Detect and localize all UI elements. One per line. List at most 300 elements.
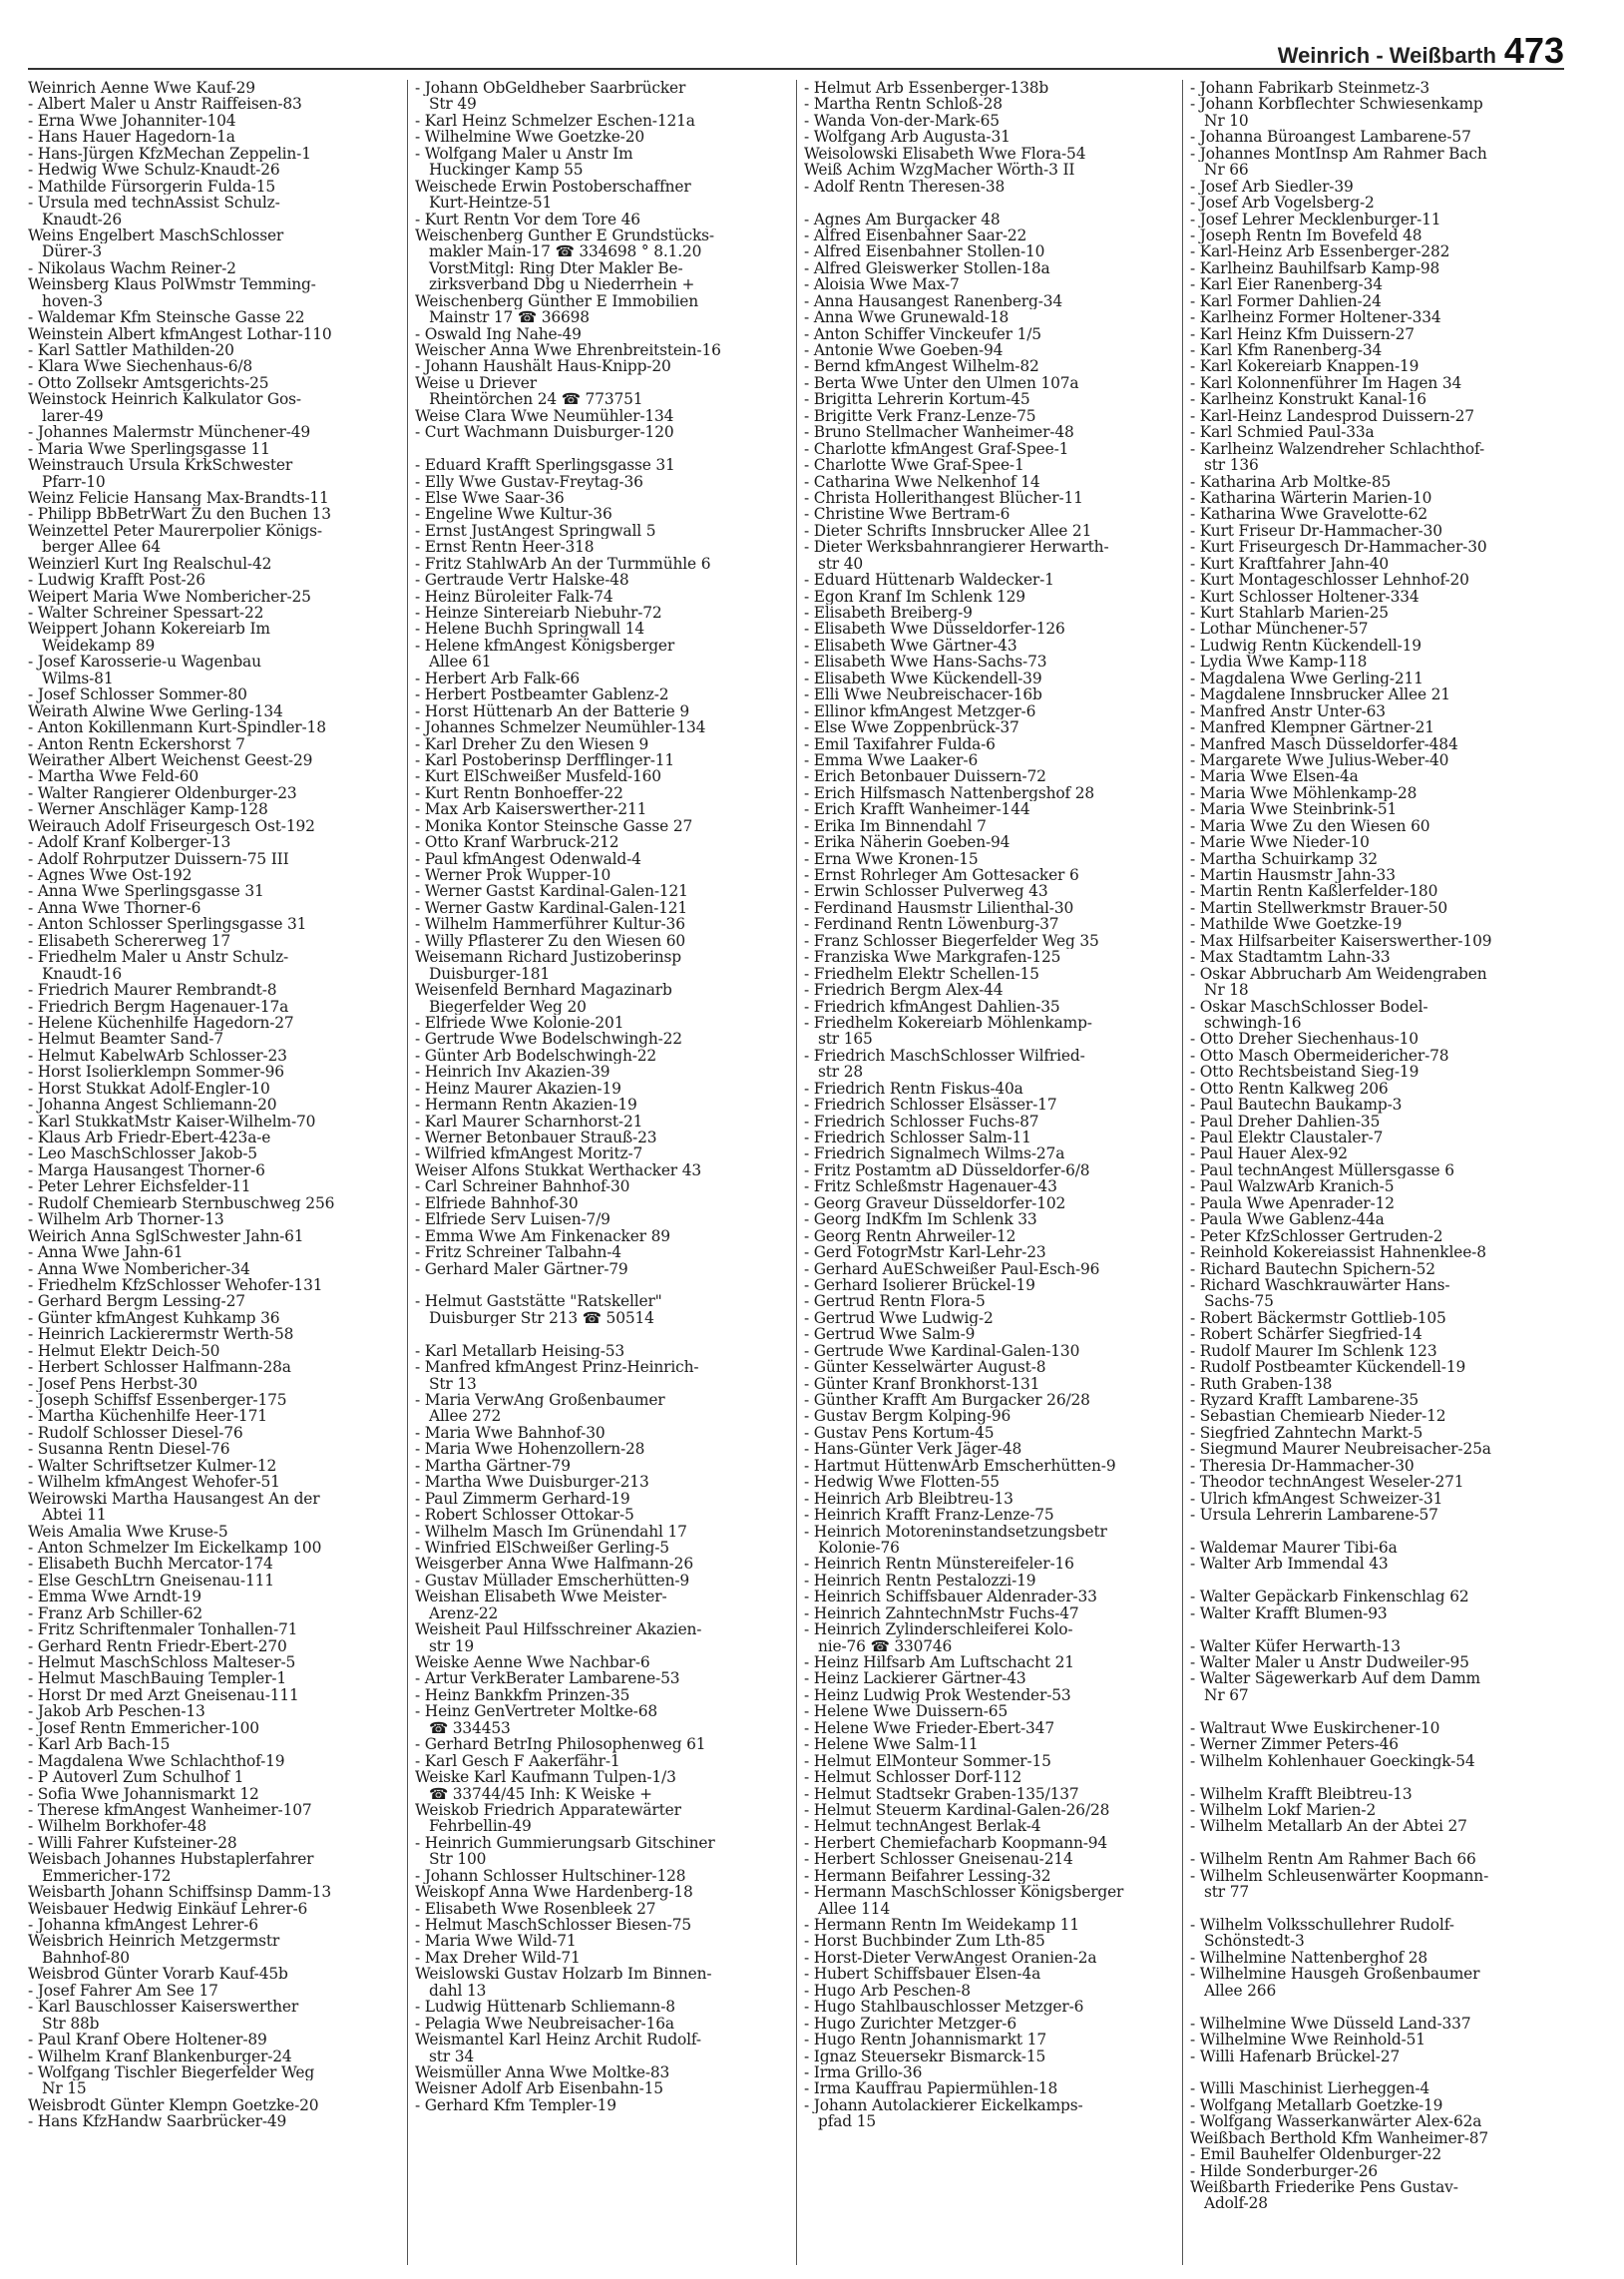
directory-entry-line: - Martha Rentn Schloß-28 <box>804 96 1003 113</box>
directory-entry-line: ☎ 33744/45 Inh: K Weiske + <box>429 1785 652 1802</box>
directory-entry-line: - Ludwig Rentn Kückendell-19 <box>1190 637 1421 655</box>
directory-entry-line: - Anton Schmelzer Im Eickelkamp 100 <box>28 1539 322 1557</box>
directory-entry-line: - Herbert Schlosser Halfmann-28a <box>28 1359 291 1376</box>
directory-entry-line: - Wilhelm Kranf Blankenburger-24 <box>28 2048 292 2064</box>
directory-entry-line <box>1190 1703 1564 1719</box>
directory-entry-line: - Anna Wwe Nombericher-34 <box>28 1260 250 1277</box>
directory-entry-line: - Magdalene Innsbrucker Allee 21 <box>1190 686 1450 703</box>
directory-entry-line: - Leo MaschSchlosser Jakob-5 <box>28 1145 257 1162</box>
directory-entry-line: zirksverband Dbg u Niederrhein + <box>429 276 695 293</box>
directory-entry-line: - Heinrich Arb Bleibtreu-13 <box>804 1490 1014 1508</box>
directory-entry-line: - Martha Küchenhilfe Heer-171 <box>28 1408 267 1425</box>
directory-entry-line: - Katharina Wwe Gravelotte-62 <box>1190 506 1428 523</box>
directory-entry-line: - Dieter Schrifts Innsbrucker Allee 21 <box>804 522 1092 540</box>
directory-entry-line: - Hugo Rentn Johannismarkt 17 <box>804 2032 1046 2049</box>
directory-entry-line: - Gustav Bergm Kolping-96 <box>804 1408 1012 1425</box>
directory-entry-line: - Otto Masch Obermeidericher-78 <box>1190 1047 1449 1065</box>
directory-entry-line: - Hugo Stahlbauschlosser Metzger-6 <box>804 1999 1084 2016</box>
directory-entry-line: - Wilhelm Krafft Bleibtreu-13 <box>1190 1785 1413 1802</box>
directory-entry-line: - Friedrich Schlosser Elsässer-17 <box>804 1097 1057 1114</box>
directory-entry-line: - Herbert Chemiefacharb Koopmann-94 <box>804 1834 1108 1852</box>
directory-entry-line: - Sebastian Chemiearb Nieder-12 <box>1190 1408 1446 1425</box>
directory-entry-line: - Rudolf Postbeamter Kückendell-19 <box>1190 1359 1466 1376</box>
directory-entry-line: - Werner Anschläger Kamp-128 <box>28 801 268 818</box>
directory-entry-line: - Paul Elektr Claustaler-7 <box>1190 1130 1384 1146</box>
directory-entry-line: - Johanna Angest Schliemann-20 <box>28 1097 277 1114</box>
directory-entry-line: - Karlheinz Konstrukt Kanal-16 <box>1190 391 1426 408</box>
directory-entry-line: - Lydia Wwe Kamp-118 <box>1190 654 1368 671</box>
directory-entry-line: - Herbert Postbeamter Gablenz-2 <box>415 686 669 703</box>
directory-entry-line: Weisbrod Günter Vorarb Kauf-45b <box>28 1966 288 1983</box>
directory-entry-line: Bahnhof-80 <box>42 1949 130 1967</box>
directory-entry-line: Duisburger-181 <box>429 965 550 983</box>
directory-entry-line: Weischer Anna Wwe Ehrenbreitstein-16 <box>415 342 721 359</box>
directory-entry-line: - Georg Graveur Düsseldorfer-102 <box>804 1194 1066 1212</box>
directory-entry-line: - Karl StukkatMstr Kaiser-Wilhelm-70 <box>28 1113 316 1130</box>
directory-entry-line: Weisheit Paul Hilfsschreiner Akazien- <box>415 1621 702 1638</box>
directory-entry-line: - Wilhelmine Wwe Düsseld Land-337 <box>1190 2015 1471 2033</box>
directory-entry-line: - Werner Gastst Kardinal-Galen-121 <box>415 883 688 900</box>
directory-entry-line: - Walter Rangierer Oldenburger-23 <box>28 784 297 802</box>
directory-entry-line: - Martha Gärtner-79 <box>415 1457 571 1475</box>
directory-entry-line: Weißbach Berthold Kfm Wanheimer-87 <box>1190 2129 1489 2147</box>
directory-entry-line: - Heinrich ZahntechnMstr Fuchs-47 <box>804 1604 1079 1622</box>
directory-entry-line: Weirath Alwine Wwe Gerling-134 <box>28 702 283 720</box>
directory-entry-line: - Hugo Arb Peschen-8 <box>804 1982 971 2000</box>
directory-entry-line: Str 49 <box>429 96 477 113</box>
directory-entry-line: Mainstr 17 ☎ 36698 <box>429 309 590 326</box>
directory-entry-line: Wilms-81 <box>42 670 114 687</box>
directory-entry-line: - Werner Gastw Kardinal-Galen-121 <box>415 899 688 917</box>
directory-entry-line: - Heinz Büroleiter Falk-74 <box>415 588 613 605</box>
directory-entry-line: - Agnes Wwe Ost-192 <box>28 867 193 884</box>
directory-entry-line: Weismüller Anna Wwe Moltke-83 <box>415 2063 670 2081</box>
directory-entry-line: - Günter Kesselwärter August-8 <box>804 1359 1046 1376</box>
directory-entry-line: - Eduard Krafft Sperlingsgasse 31 <box>415 457 675 474</box>
directory-entry-line: - Erich Krafft Wanheimer-144 <box>804 801 1030 818</box>
directory-entry-line: - Oskar MaschSchlosser Bodel- <box>1190 998 1428 1015</box>
directory-entry-line: Weinzierl Kurt Ing Realschul-42 <box>28 555 272 573</box>
directory-entry-line: - Günter kfmAngest Kuhkamp 36 <box>28 1309 280 1327</box>
directory-entry-line: - Walter Gepäckarb Finkenschlag 62 <box>1190 1589 1469 1605</box>
directory-entry-line: - Rudolf Schlosser Diesel-76 <box>28 1424 243 1442</box>
directory-entry-line: - Wolfgang Tischler Biegerfelder Weg <box>28 2063 315 2081</box>
directory-entry-line: - Robert Schlosser Ottokar-5 <box>415 1507 634 1524</box>
directory-entry-line: - Karl Postoberinsp Derfflinger-11 <box>415 751 675 769</box>
directory-entry-line: - Erika Im Binnendahl 7 <box>804 817 987 835</box>
directory-entry-line: - Paul Dreher Dahlien-35 <box>1190 1113 1381 1130</box>
directory-entry-line: hoven-3 <box>42 292 103 310</box>
directory-entry-line: Allee 266 <box>1204 1982 1277 2000</box>
directory-entry-line: - Hubert Schiffsbauer Elsen-4a <box>804 1966 1041 1983</box>
directory-entry-line: - Willi Maschinist Lierheggen-4 <box>1190 2080 1430 2097</box>
directory-entry-line: Weirather Albert Weichenst Geest-29 <box>28 751 313 769</box>
directory-entry-line: - Friedrich MaschSchlosser Wilfried- <box>804 1047 1085 1065</box>
directory-entry-line: - Martin Rentn Kaßlerfelder-180 <box>1190 883 1438 900</box>
directory-entry-line: - Antonie Wwe Goeben-94 <box>804 342 1004 359</box>
directory-entry-line: Weismantel Karl Heinz Archit Rudolf- <box>415 2032 701 2049</box>
directory-entry-line: - Gerhard AuESchweißer Paul-Esch-96 <box>804 1260 1100 1277</box>
directory-entry-line: - Maria Wwe Elsen-4a <box>1190 768 1359 785</box>
directory-entry-line: - Klara Wwe Siechenhaus-6/8 <box>28 358 253 375</box>
directory-entry-line: - Gerhard Rentn Friedr-Ebert-270 <box>28 1637 287 1654</box>
directory-entry-line: - Irma Kauffrau Papiermühlen-18 <box>804 2080 1058 2097</box>
directory-entry-line: - Winfried ElSchweißer Gerling-5 <box>415 1539 669 1557</box>
directory-entry-line: - Heinrich Zylinderschleiferei Kolo- <box>804 1621 1073 1638</box>
directory-entry-line: - Walter Sägewerkarb Auf dem Damm <box>1190 1670 1480 1687</box>
directory-entry-line: - Gerd FotogrMstr Karl-Lehr-23 <box>804 1244 1046 1261</box>
directory-entry-line: - Heinrich Krafft Franz-Lenze-75 <box>804 1507 1054 1524</box>
directory-entry-line: - Paul Bautechn Baukamp-3 <box>1190 1097 1403 1114</box>
directory-entry-line: - Kurt Rentn Bonhoeffer-22 <box>415 784 623 802</box>
directory-entry-line <box>1190 2064 1564 2080</box>
directory-entry-line: - Martin Stellwerkmstr Brauer-50 <box>1190 899 1448 917</box>
directory-entry-line: - Gerhard Kfm Templer-19 <box>415 2096 616 2114</box>
directory-entry-line: - Reinhold Kokereiassist Hahnenklee-8 <box>1190 1244 1486 1261</box>
directory-entry-line: - Martha Wwe Feld-60 <box>28 768 200 785</box>
column-divider <box>1182 80 1183 2265</box>
directory-entry-line: - Karl Former Dahlien-24 <box>1190 292 1382 310</box>
directory-entry-line: Weidekamp 89 <box>42 637 156 655</box>
directory-entry-line: - Ellinor kfmAngest Metzger-6 <box>804 702 1036 720</box>
directory-entry-line: - Günther Krafft Am Burgacker 26/28 <box>804 1392 1090 1409</box>
name-range: Weinrich - Weißbarth <box>1277 43 1496 68</box>
directory-entry-line: Weinz Felicie Hansang Max-Brandts-11 <box>28 489 329 507</box>
directory-entry-line: - Albert Maler u Anstr Raiffeisen-83 <box>28 96 302 113</box>
directory-entry-line <box>1190 1999 1564 2015</box>
directory-entry-line: - Max Arb Kaiserswerther-211 <box>415 801 647 818</box>
directory-entry-line: Weischede Erwin Postoberschaffner <box>415 178 691 196</box>
directory-entry-line: - Dieter Werksbahnrangierer Herwarth- <box>804 539 1109 556</box>
directory-entry-line: - Anna Wwe Sperlingsgasse 31 <box>28 883 264 900</box>
directory-entry-line: - Else GeschLtrn Gneisenau-111 <box>28 1572 274 1590</box>
directory-entry-line: - Gustav Pens Kortum-45 <box>804 1424 995 1442</box>
directory-entry-line: - Anton Schiffer Vinckeufer 1/5 <box>804 325 1041 342</box>
directory-entry-line: - Maria Wwe Steinbrink-51 <box>1190 801 1398 818</box>
directory-entry-line: - Oswald Ing Nahe-49 <box>415 325 582 342</box>
directory-entry-line: Weinsberg Klaus PolWmstr Temming- <box>28 276 316 293</box>
directory-entry-line: - Bruno Stellmacher Wanheimer-48 <box>804 424 1074 441</box>
directory-entry-line: dahl 13 <box>429 1982 487 2000</box>
directory-entry-line: - Helmut Stadtsekr Graben-135/137 <box>804 1785 1079 1802</box>
directory-entry-line: - Rudolf Maurer Im Schlenk 123 <box>1190 1342 1437 1360</box>
directory-entry-line: - Alfred Eisenbahner Stollen-10 <box>804 243 1045 260</box>
directory-entry-line: - Heinrich Lackierermstr Werth-58 <box>28 1326 294 1343</box>
directory-entry-line: Weiskopf Anna Wwe Hardenberg-18 <box>415 1884 693 1901</box>
directory-entry-line: - Siegfried Zahntechn Markt-5 <box>1190 1424 1423 1442</box>
directory-entry-line: Weisemann Richard Justizoberinsp <box>415 949 681 966</box>
directory-entry-line: - Maria Wwe Bahnhof-30 <box>415 1424 606 1442</box>
directory-column-4 <box>1190 80 1564 2265</box>
directory-entry-line: Nr 67 <box>1204 1686 1249 1704</box>
directory-entry-line: Nr 18 <box>1204 982 1249 999</box>
directory-entry-line: - Peter Lehrer Eichsfelder-11 <box>28 1178 251 1195</box>
directory-entry-line: - Werner Prok Wupper-10 <box>415 867 611 884</box>
directory-entry-line: - Kurt Schlosser Holtener-334 <box>1190 588 1420 605</box>
directory-entry-line: - Hugo Zurichter Metzger-6 <box>804 2015 1016 2033</box>
directory-entry-line: - Wilhelmine Wwe Goetzke-20 <box>415 129 644 146</box>
directory-entry-line: schwingh-16 <box>1204 1014 1302 1032</box>
directory-entry-line: - Karl Arb Bach-15 <box>28 1736 171 1753</box>
directory-entry-line: Arenz-22 <box>429 1604 499 1622</box>
directory-entry-line: - Wilhelmine Hausgeh Großenbaumer <box>1190 1966 1480 1983</box>
directory-entry-line: - Hans Hauer Hagedorn-1a <box>28 129 235 146</box>
directory-entry-line: - Hedwig Wwe Schulz-Knaudt-26 <box>28 162 280 179</box>
directory-entry-line: - Hilde Sonderburger-26 <box>1190 2162 1379 2179</box>
directory-entry-line: - Gertraude Vertr Halske-48 <box>415 572 629 589</box>
directory-entry-line: - Helmut Schlosser Dorf-112 <box>804 1769 1022 1786</box>
directory-column-3 <box>804 80 1178 2265</box>
directory-entry-line: - Gerhard Isolierer Brückel-19 <box>804 1276 1035 1294</box>
directory-entry-line: - Marga Hausangest Thorner-6 <box>28 1161 265 1179</box>
directory-entry-line: - Ludwig Krafft Post-26 <box>28 572 205 589</box>
directory-entry-line: - Helmut MaschSchloss Malteser-5 <box>28 1654 296 1671</box>
directory-entry-line: - Rudolf Chemiearb Sternbuschweg 256 <box>28 1194 335 1212</box>
directory-entry-line: - Maria Wwe Sperlingsgasse 11 <box>28 440 270 458</box>
directory-entry-line: - Aloisia Wwe Max-7 <box>804 276 960 293</box>
directory-entry-line: - Friedrich Schlosser Fuchs-87 <box>804 1113 1039 1130</box>
directory-entry-line: - Ernst Rentn Heer-318 <box>415 539 595 556</box>
directory-entry-line: Weisner Adolf Arb Eisenbahn-15 <box>415 2080 663 2097</box>
directory-entry-line: - Kurt Kraftfahrer Jahn-40 <box>1190 555 1390 573</box>
directory-entry-line: - Wilhelm Kohlenhauer Goeckingk-54 <box>1190 1752 1475 1770</box>
directory-entry-line: - Helene Wwe Duissern-65 <box>804 1703 1009 1720</box>
directory-entry-line: - Willi Hafenarb Brückel-27 <box>1190 2048 1401 2064</box>
directory-entry-line: - Anna Wwe Grunewald-18 <box>804 309 1010 326</box>
directory-entry-line: - Adolf Kranf Kolberger-13 <box>28 834 231 851</box>
directory-entry-line: - Elfriede Serv Luisen-7/9 <box>415 1211 610 1228</box>
directory-entry-line: - Wolfgang Maler u Anstr Im <box>415 145 633 163</box>
directory-entry-line: - Else Wwe Zoppenbrück-37 <box>804 719 1019 736</box>
directory-entry-line: Weinstein Albert kfmAngest Lothar-110 <box>28 325 332 342</box>
directory-entry-line: nie-76 ☎ 330746 <box>818 1637 953 1654</box>
directory-entry-line <box>415 1277 789 1293</box>
directory-entry-line: Weinstrauch Ursula KrkSchwester <box>28 457 293 474</box>
directory-entry-line: - Charlotte Wwe Graf-Spee-1 <box>804 457 1024 474</box>
directory-entry-line: - Heinz Hilfsarb Am Luftschacht 21 <box>804 1654 1074 1671</box>
directory-entry-line: - Mathilde Fürsorgerin Fulda-15 <box>28 178 276 196</box>
directory-entry-line: - Gertrude Wwe Kardinal-Galen-130 <box>804 1342 1080 1360</box>
directory-entry-line: - Franz Arb Schiller-62 <box>28 1604 203 1622</box>
directory-entry-line: - Heinrich Motoreninstandsetzungsbetr <box>804 1523 1107 1540</box>
directory-entry-line: Str 88b <box>42 2015 100 2033</box>
directory-entry-line: - Heinz Bankkfm Prinzen-35 <box>415 1686 630 1704</box>
directory-entry-line: - Katharina Arb Moltke-85 <box>1190 473 1392 490</box>
directory-entry-line: - Franziska Wwe Markgrafen-125 <box>804 949 1061 966</box>
directory-entry-line: - Joseph Rentn Im Bovefeld 48 <box>1190 227 1422 244</box>
directory-entry-line: - Martha Wwe Duisburger-213 <box>415 1474 649 1491</box>
directory-entry-line: - Wilhelmine Nattenberghof 28 <box>1190 1949 1428 1967</box>
directory-entry-line: - Fritz Schleßmstr Hagenauer-43 <box>804 1178 1057 1195</box>
directory-entry-line: - Oskar Abbrucharb Am Weidengraben <box>1190 965 1487 983</box>
directory-entry-line: Nr 15 <box>42 2080 87 2097</box>
directory-entry-line: - Helmut Arb Essenberger-138b <box>804 80 1049 97</box>
directory-entry-line: - Berta Wwe Unter den Ulmen 107a <box>804 374 1079 392</box>
directory-entry-line: Duisburger Str 213 ☎ 50514 <box>429 1309 654 1327</box>
directory-entry-line: Emmericher-172 <box>42 1867 172 1885</box>
directory-entry-line: - Alfred Eisenbahner Saar-22 <box>804 227 1027 244</box>
directory-entry-line: - Manfred Klempner Gärtner-21 <box>1190 719 1434 736</box>
directory-entry-line: - Ruth Graben-138 <box>1190 1375 1333 1392</box>
directory-entry-line: Weisbach Johannes Hubstaplerfahrer <box>28 1851 314 1868</box>
directory-entry-line: - Ignaz Steuersekr Bismarck-15 <box>804 2048 1046 2064</box>
directory-entry-line: - Ludwig Hüttenarb Schliemann-8 <box>415 1999 675 2016</box>
directory-entry-line: - Walter Küfer Herwarth-13 <box>1190 1637 1401 1654</box>
directory-entry-line: - Friedhelm Maler u Anstr Schulz- <box>28 949 289 966</box>
directory-entry-line: - Mathilde Wwe Goetzke-19 <box>1190 916 1403 933</box>
directory-entry-line: - Otto Dreher Siechenhaus-10 <box>1190 1031 1419 1048</box>
directory-entry-line: - Helmut MaschSchlosser Biesen-75 <box>415 1917 692 1934</box>
directory-entry-line: - Josef Rentn Emmericher-100 <box>28 1719 259 1737</box>
directory-entry-line: - Karl Maurer Scharnhorst-21 <box>415 1113 643 1130</box>
directory-entry-line: - Johann Autolackierer Eickelkamps- <box>804 2096 1083 2114</box>
directory-entry-line: - Max Dreher Wild-71 <box>415 1949 581 1967</box>
directory-entry-line: - Katharina Wärterin Marien-10 <box>1190 489 1432 507</box>
directory-entry-line <box>1190 1621 1564 1637</box>
directory-entry-line: - Karl-Heinz Landesprod Duissern-27 <box>1190 407 1474 425</box>
directory-entry-line: Allee 272 <box>429 1408 502 1425</box>
directory-entry-line: - Agnes Am Burgacker 48 <box>804 211 1001 228</box>
directory-entry-line: - Friedhelm Elektr Schellen-15 <box>804 965 1039 983</box>
directory-entry-line: - Karl Eier Ranenberg-34 <box>1190 276 1383 293</box>
directory-entry-line: - Elfriede Bahnhof-30 <box>415 1194 579 1212</box>
directory-entry-line: - Josef Arb Vogelsberg-2 <box>1190 195 1375 212</box>
directory-entry-line: - Georg Rentn Ahrweiler-12 <box>804 1227 1016 1245</box>
directory-entry-line: - Helmut Elektr Deich-50 <box>28 1342 220 1360</box>
directory-entry-line: - Herbert Schlosser Gneisenau-214 <box>804 1851 1073 1868</box>
directory-entry-line: - Josef Arb Siedler-39 <box>1190 178 1354 196</box>
directory-entry-line: - Richard Waschkrauwärter Hans- <box>1190 1276 1450 1294</box>
directory-entry-line: - Heinrich Rentn Pestalozzi-19 <box>804 1572 1036 1590</box>
directory-entry-line <box>415 1326 789 1342</box>
directory-entry-line: - Karl-Heinz Arb Essenberger-282 <box>1190 243 1450 260</box>
directory-entry-line: - Anna Wwe Jahn-61 <box>28 1244 184 1261</box>
directory-entry-line: - Georg IndKfm Im Schlenk 33 <box>804 1211 1037 1228</box>
directory-entry-line: - Elfriede Wwe Kolonie-201 <box>415 1014 624 1032</box>
directory-entry-line: - Walter Maler u Anstr Dudweiler-95 <box>1190 1654 1469 1671</box>
directory-entry-line: - Helene Buchh Springwall 14 <box>415 621 645 638</box>
directory-entry-line: - Philipp BbBetrWart Zu den Buchen 13 <box>28 506 331 523</box>
directory-entry-line: - Otto Kranf Warbruck-212 <box>415 834 619 851</box>
directory-entry-line: Weischenberg Günther E Immobilien <box>415 292 699 310</box>
directory-entry-line: - Helene Wwe Salm-11 <box>804 1736 979 1753</box>
directory-entry-line: - Günter Kranf Bronkhorst-131 <box>804 1375 1040 1392</box>
directory-entry-line: - Gertrud Wwe Ludwig-2 <box>804 1309 994 1327</box>
directory-entry-line: - Wilhelm Masch Im Grünendahl 17 <box>415 1523 687 1540</box>
directory-entry-line: - Hans-Jürgen KfzMechan Zeppelin-1 <box>28 145 311 163</box>
directory-entry-line: - Fritz Postamtm aD Düsseldorfer-6/8 <box>804 1161 1090 1179</box>
directory-entry-line: Weise Clara Wwe Neumühler-134 <box>415 407 674 425</box>
directory-entry-line: - Emil Bauhelfer Oldenburger-22 <box>1190 2146 1442 2163</box>
page-header <box>1278 30 1564 72</box>
directory-entry-line: Knaudt-26 <box>42 211 122 228</box>
directory-entry-line: - Ulrich kfmAngest Schweizer-31 <box>1190 1490 1443 1508</box>
directory-entry-line: - Josef Fahrer Am See 17 <box>28 1982 218 2000</box>
directory-entry-line: Weinstock Heinrich Kalkulator Gos- <box>28 391 301 408</box>
directory-entry-line: - Karl Dreher Zu den Wiesen 9 <box>415 735 649 752</box>
directory-entry-line: - Willi Fahrer Kufsteiner-28 <box>28 1834 237 1852</box>
directory-entry-line: Weiser Alfons Stukkat Werthacker 43 <box>415 1161 702 1179</box>
directory-entry-line: - Walter Krafft Blumen-93 <box>1190 1604 1388 1622</box>
directory-entry-line: - Karlheinz Former Holtener-334 <box>1190 309 1441 326</box>
directory-entry-line: - Otto Rechtsbeistand Sieg-19 <box>1190 1064 1420 1081</box>
directory-entry-line: Weisgerber Anna Wwe Halfmann-26 <box>415 1556 693 1573</box>
directory-entry-line: - Johanna kfmAngest Lehrer-6 <box>28 1917 258 1934</box>
directory-entry-line: - Manfred Masch Düsseldorfer-484 <box>1190 735 1458 752</box>
directory-entry-line: - Horst Stukkat Adolf-Engler-10 <box>28 1080 270 1098</box>
directory-entry-line: Weiß Achim WzgMacher Wörth-3 II <box>804 162 1075 179</box>
directory-entry-line: - Anna Hausangest Ranenberg-34 <box>804 292 1063 310</box>
directory-entry-line: - Johann Fabrikarb Steinmetz-3 <box>1190 80 1430 97</box>
directory-entry-line: - Max Stadtamtm Lahn-33 <box>1190 949 1391 966</box>
directory-entry-line: str 28 <box>818 1064 864 1081</box>
directory-entry-line: - Maria Wwe Möhlenkamp-28 <box>1190 784 1418 802</box>
directory-entry-line: - Elli Wwe Neubreischacer-16b <box>804 686 1042 703</box>
directory-entry-line: Allee 114 <box>818 1900 891 1917</box>
directory-entry-line: - Robert Bäckermstr Gottlieb-105 <box>1190 1309 1446 1327</box>
directory-entry-line: - Helmut Gaststätte "Ratskeller" <box>415 1293 662 1310</box>
directory-entry-line: - Paul kfmAngest Odenwald-4 <box>415 850 641 867</box>
directory-entry-line: - Waltraut Wwe Euskirchener-10 <box>1190 1719 1440 1737</box>
directory-column-2 <box>415 80 789 2265</box>
directory-entry-line: - Waldemar Kfm Steinsche Gasse 22 <box>28 309 305 326</box>
directory-entry-line: Sachs-75 <box>1204 1293 1274 1310</box>
directory-entry-line: - Pelagia Wwe Neubreisacher-16a <box>415 2015 674 2033</box>
directory-entry-line: Weise u Driever <box>415 374 537 392</box>
directory-entry-line: - Johannes Schmelzer Neumühler-134 <box>415 719 706 736</box>
directory-entry-line: Str 13 <box>429 1375 477 1392</box>
directory-entry-line: str 40 <box>818 555 864 573</box>
directory-entry-line: Weiske Aenne Wwe Nachbar-6 <box>415 1654 650 1671</box>
directory-entry-line: - Helmut technAngest Berlak-4 <box>804 1818 1041 1835</box>
directory-entry-line: - Heinz GenVertreter Moltke-68 <box>415 1703 657 1720</box>
directory-entry-line: - Heinrich Rentn Münstereifeler-16 <box>804 1556 1074 1573</box>
directory-entry-line: VorstMitgl: Ring Dter Makler Be- <box>429 259 683 277</box>
directory-entry-line: - Egon Kranf Im Schlenk 129 <box>804 588 1025 605</box>
directory-entry-line: - Kurt Stahlarb Marien-25 <box>1190 605 1389 622</box>
directory-entry-line: Weisbarth Johann Schiffsinsp Damm-13 <box>28 1884 331 1901</box>
directory-entry-line: - Karl Gesch F Aakerfähr-1 <box>415 1752 620 1770</box>
directory-entry-line: - Lothar Münchener-57 <box>1190 621 1369 638</box>
directory-entry-line: - Johann Haushält Haus-Knipp-20 <box>415 358 671 375</box>
directory-entry-line: Huckinger Kamp 55 <box>429 162 584 179</box>
directory-entry-line: - Maria VerwAng Großenbaumer <box>415 1392 665 1409</box>
directory-entry-line: - Erna Wwe Kronen-15 <box>804 850 979 867</box>
directory-entry-line: - Wilfried kfmAngest Moritz-7 <box>415 1145 643 1162</box>
directory-entry-line: - Anton Schlosser Sperlingsgasse 31 <box>28 916 307 933</box>
directory-entry-line: Weirauch Adolf Friseurgesch Ost-192 <box>28 817 315 835</box>
directory-entry-line: - Magdalena Wwe Schlachthof-19 <box>28 1752 285 1770</box>
directory-entry-line: - Wilhelmine Wwe Reinhold-51 <box>1190 2032 1425 2049</box>
directory-entry-line: - Heinz Lackierer Gärtner-43 <box>804 1670 1026 1687</box>
directory-entry-line: - Martha Schuirkamp 32 <box>1190 850 1378 867</box>
directory-entry-line: Weishan Elisabeth Wwe Meister- <box>415 1589 667 1605</box>
directory-entry-line: - Anna Wwe Thorner-6 <box>28 899 202 917</box>
directory-entry-line: - Horst-Dieter VerwAngest Oranien-2a <box>804 1949 1097 1967</box>
directory-entry-line: Rheintörchen 24 ☎ 773751 <box>429 391 643 408</box>
directory-entry-line: - Hartmut HüttenwArb Emscherhütten-9 <box>804 1457 1116 1475</box>
directory-entry-line: Weisolowski Elisabeth Wwe Flora-54 <box>804 145 1086 163</box>
directory-entry-line: - Heinz Maurer Akazien-19 <box>415 1080 621 1098</box>
directory-entry-line: - Gerhard Bergm Lessing-27 <box>28 1293 245 1310</box>
directory-entry-line: - Joseph Schiffsf Essenberger-175 <box>28 1392 287 1409</box>
directory-entry-line: - Ferdinand Hausmstr Lilienthal-30 <box>804 899 1074 917</box>
directory-entry-line: - Elisabeth Wwe Rosenbleek 27 <box>415 1900 656 1917</box>
directory-entry-line: - Christine Wwe Bertram-6 <box>804 506 1011 523</box>
directory-entry-line: - Werner Betonbauer Strauß-23 <box>415 1130 657 1146</box>
directory-entry-line: - Waldemar Maurer Tibi-6a <box>1190 1539 1398 1557</box>
directory-entry-line: - Helmut Steuerm Kardinal-Galen-26/28 <box>804 1801 1110 1819</box>
